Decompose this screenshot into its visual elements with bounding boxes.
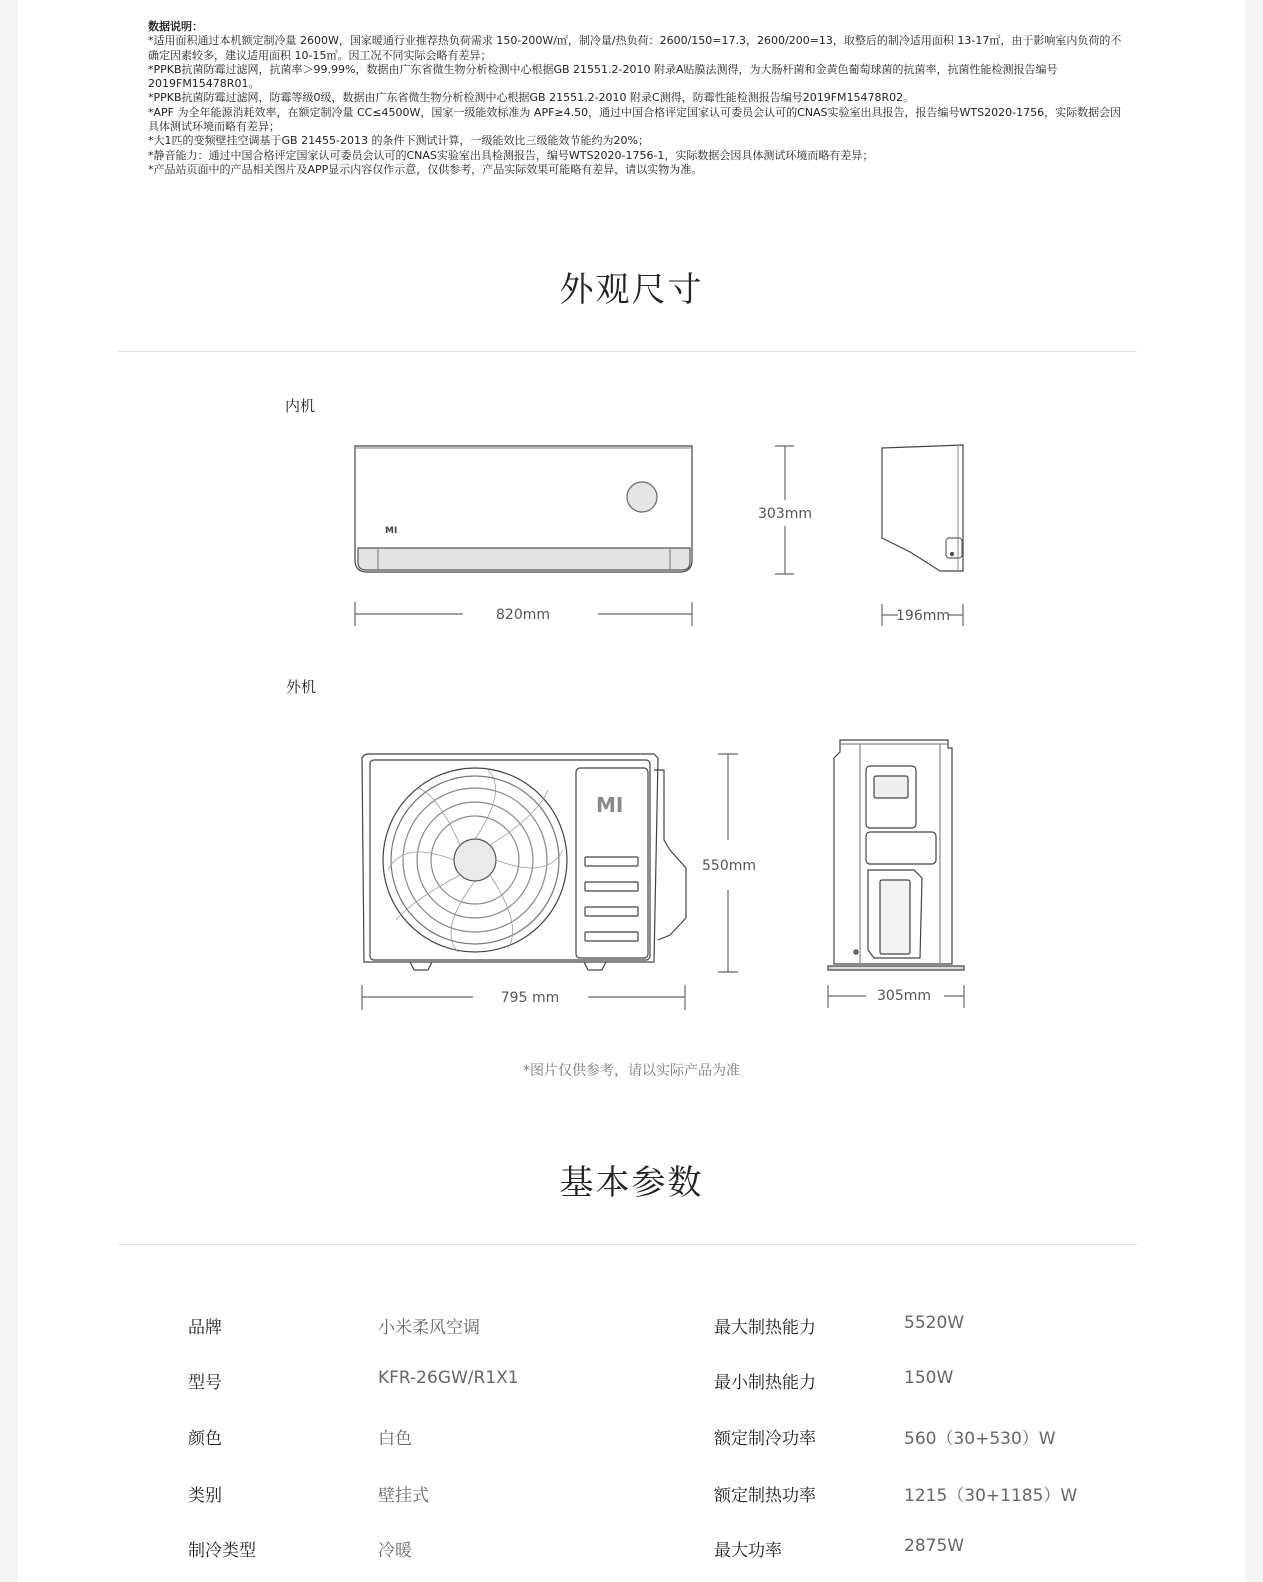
outdoor-height-label: 550mm — [702, 858, 756, 874]
spec-value: 2875W — [904, 1536, 965, 1556]
outdoor-fan-hub — [454, 839, 496, 881]
indoor-louver — [358, 548, 690, 570]
spec-value: 1215（30+1185）W — [904, 1486, 1078, 1506]
spec-value: 壁挂式 — [378, 1486, 429, 1506]
specs-divider — [118, 1244, 1137, 1245]
indoor-unit-diagram — [18, 430, 1245, 680]
spec-value: 5520W — [904, 1313, 965, 1333]
indoor-depth-label: 196mm — [896, 608, 950, 624]
dimensions-title: 外观尺寸 — [559, 270, 704, 310]
spec-key: 制冷类型 — [188, 1541, 256, 1561]
note-line: *PPKB抗菌防霉过滤网，抗菌率＞99.99%，数据由广东省微生物分析检测中心根据GB 21551.2-2010 附录A贴膜法测得，为大肠杆菌和金黄色葡萄球菌的抗菌率，抗菌性能检测报告编号2019FM15478R01。 — [148, 62, 1058, 91]
notes-heading: 数据说明： — [148, 20, 203, 33]
spec-key: 品牌 — [188, 1318, 222, 1338]
spec-key: 最大功率 — [714, 1541, 782, 1561]
indoor-side-body — [882, 445, 963, 571]
spec-value: 150W — [904, 1368, 954, 1388]
spec-value: 小米柔风空调 — [378, 1318, 480, 1338]
spec-row — [188, 1368, 1088, 1398]
spec-value: 冷暖 — [378, 1541, 412, 1561]
outdoor-body — [362, 754, 658, 962]
spec-key: 额定制热功率 — [714, 1486, 816, 1506]
note-line: *PPKB抗菌防霉过滤网，防霉等级0级，数据由广东省微生物分析检测中心根据GB 21551.2-2010 附录C测得，防霉性能检测报告编号2019FM15478R02。 — [148, 91, 915, 105]
image-footnote: *图片仅供参考，请以实际产品为准 — [523, 1063, 740, 1079]
spec-key: 颜色 — [188, 1429, 222, 1449]
dimensions-divider — [118, 351, 1137, 352]
outdoor-unit-label: 外机 — [286, 678, 317, 696]
note-line: *APF 为全年能源消耗效率，在额定制冷量 CC≤4500W，国家一级能效标准为 APF≥4.50，通过中国合格评定国家认可委员会认可的CNAS实验室出具报告，报告编号WTS2020-1756，实际数据会因具体测试环境而略有差异； — [148, 105, 1122, 134]
spec-key: 额定制冷功率 — [714, 1429, 816, 1449]
page — [18, 0, 1245, 1582]
outdoor-depth-label: 305mm — [877, 988, 931, 1004]
spec-value: 560（30+530）W — [904, 1429, 1056, 1449]
spec-row — [188, 1313, 1088, 1343]
specs-title: 基本参数 — [559, 1163, 704, 1203]
spec-key: 最大制热能力 — [714, 1318, 816, 1338]
outdoor-logo: MI — [596, 793, 624, 817]
spec-value: KFR-26GW/R1X1 — [378, 1368, 519, 1388]
note-line: *静音能力：通过中国合格评定国家认可委员会认可的CNAS实验室出具检测报告，编号WTS2020-1756-1，实际数据会因具体测试环境而略有差异； — [148, 148, 874, 162]
spec-key: 类别 — [188, 1486, 222, 1506]
note-line: *适用面积通过本机额定制冷量 2600W，国家暖通行业推荐热负荷需求 150-200W/㎡，制冷量/热负荷：2600/150=17.3，2600/200=13，取整后的制冷适用面积 13-17㎡，由于影响室内负荷的不确定因素较多，建议适用面积 10-15㎡。因工况不同实际会略有差异； — [148, 34, 1122, 62]
indoor-logo: MI — [385, 526, 398, 536]
indoor-unit-label: 内机 — [285, 397, 316, 415]
note-line: *产品站页面中的产品相关图片及APP显示内容仅作示意，仅供参考，产品实际效果可能略有差异，请以实物为准。 — [148, 162, 703, 176]
spec-row — [188, 1424, 1088, 1454]
spec-value: 白色 — [378, 1429, 412, 1449]
spec-row — [188, 1481, 1088, 1511]
indoor-display-circle — [627, 482, 657, 512]
data-notes — [148, 20, 1123, 177]
indoor-width-label: 820mm — [496, 607, 550, 623]
spec-row — [188, 1536, 1088, 1566]
outdoor-width-label: 795 mm — [500, 990, 560, 1006]
spec-key: 最小制热能力 — [714, 1373, 816, 1393]
spec-key: 型号 — [188, 1373, 222, 1393]
note-line: *大1匹的变频壁挂空调基于GB 21455-2013 的条件下测试计算，一级能效比三级能效节能约为20%； — [148, 134, 649, 148]
indoor-height-label: 303mm — [758, 506, 812, 522]
outdoor-unit-diagram — [18, 730, 1245, 1020]
